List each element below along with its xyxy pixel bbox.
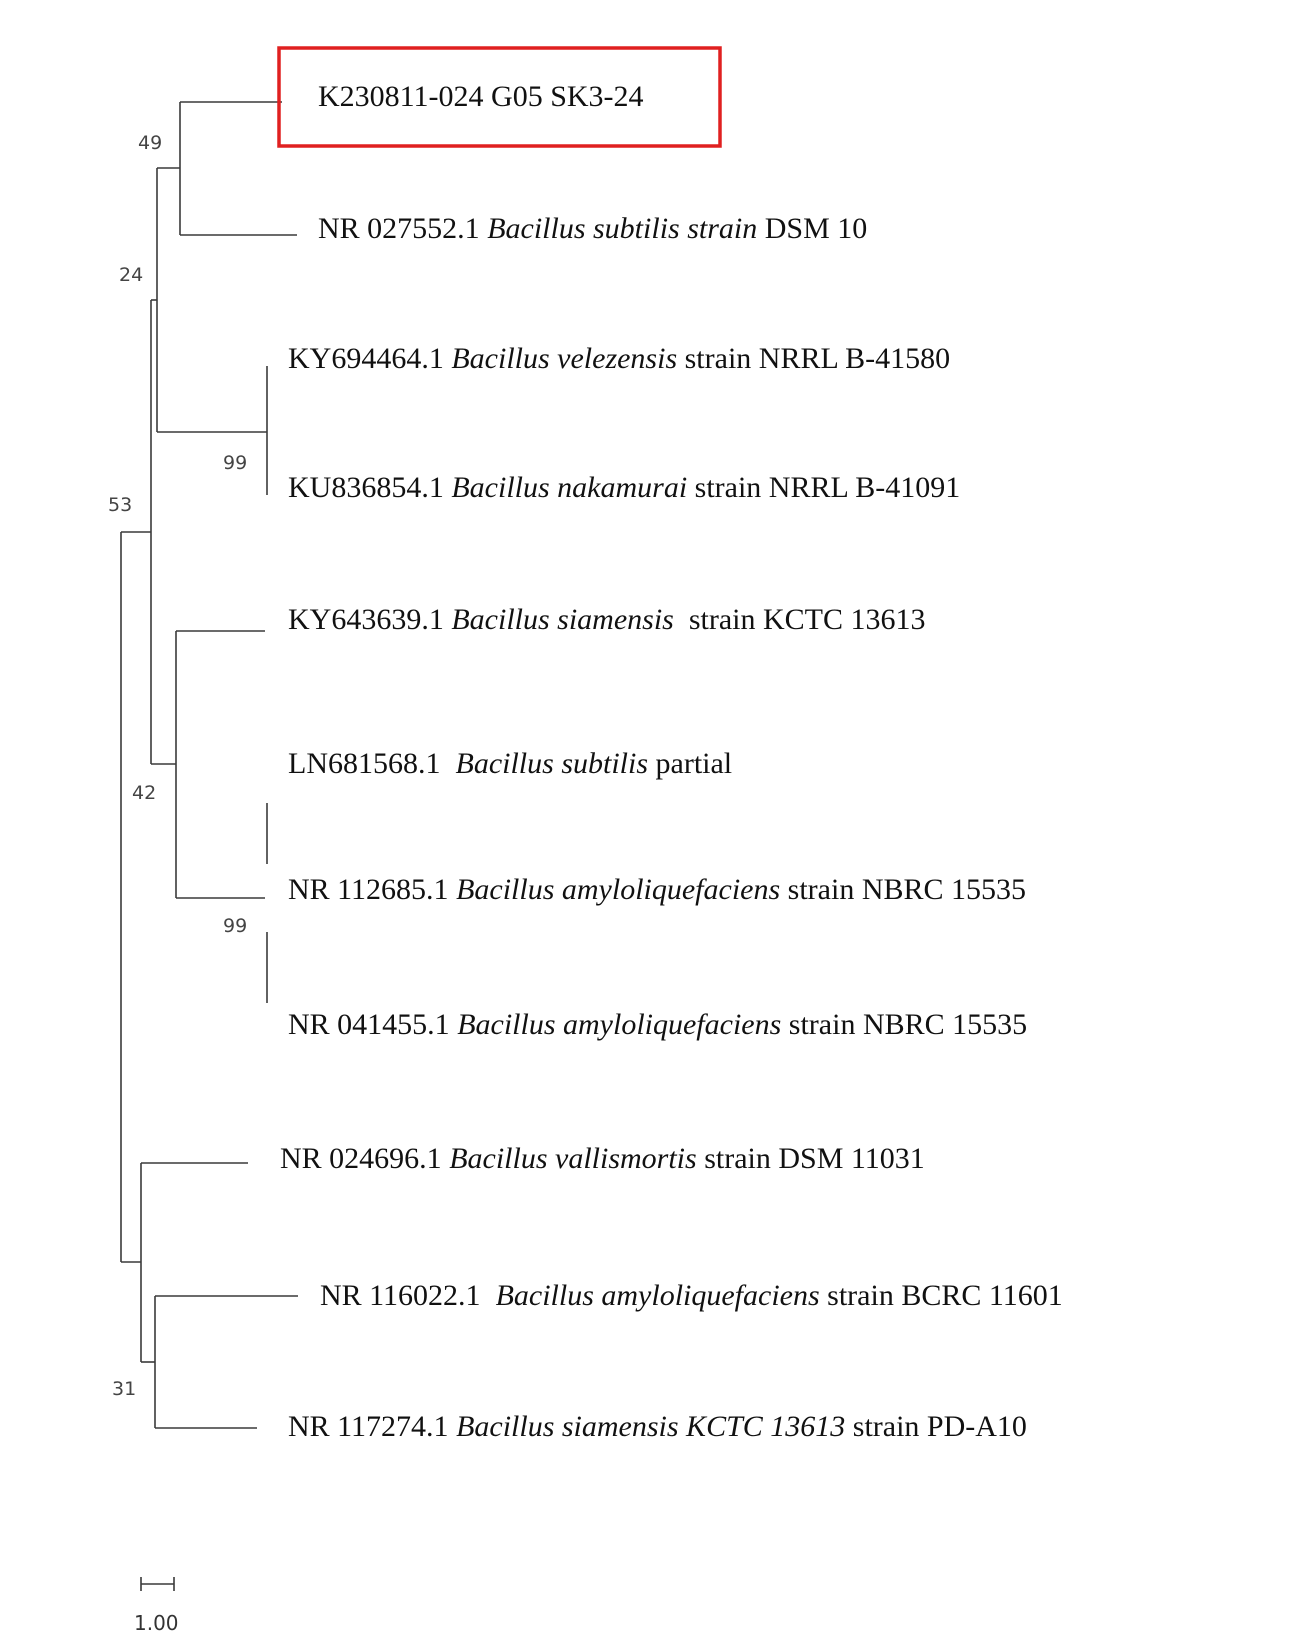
accession-text: strain NBRC 15535 — [780, 873, 1027, 906]
species-name: Bacillus amyloliquefaciens — [457, 1008, 782, 1041]
accession-text: DSM 10 — [757, 212, 868, 245]
accession-text: LN681568.1 — [288, 747, 456, 780]
accession-text: strain NRRL B-41580 — [677, 342, 951, 375]
scale-bar-label: 1.00 — [134, 1611, 179, 1634]
accession-text: NR 024696.1 — [280, 1142, 450, 1175]
bootstrap-values — [108, 132, 247, 1400]
accession-text: NR 117274.1 — [288, 1410, 457, 1443]
accession-text: strain PD-A10 — [845, 1410, 1027, 1443]
taxon-label — [288, 471, 960, 504]
accession-text: partial — [648, 747, 733, 780]
accession-text: KY694464.1 — [288, 342, 452, 375]
species-name: Bacillus amyloliquefaciens — [456, 873, 781, 906]
accession-text: KY643639.1 — [288, 603, 452, 636]
species-name: Bacillus siamensis KCTC 13613 — [456, 1410, 846, 1443]
species-name: Bacillus amyloliquefaciens — [495, 1279, 820, 1312]
scale-bar-line — [141, 1577, 174, 1591]
taxon-label — [288, 873, 1026, 906]
bootstrap-value: 53 — [108, 494, 133, 516]
bootstrap-value: 31 — [112, 1378, 137, 1400]
accession-text: NR 041455.1 — [288, 1008, 458, 1041]
accession-text: NR 116022.1 — [320, 1279, 496, 1312]
bootstrap-value: 42 — [132, 782, 157, 804]
taxon-label — [288, 342, 950, 375]
taxon-label — [288, 1410, 1027, 1443]
tree-branches — [121, 102, 298, 1428]
accession-text: strain BCRC 11601 — [819, 1279, 1063, 1312]
taxon-labels — [280, 80, 1063, 1443]
accession-text: strain KCTC 13613 — [673, 603, 926, 636]
taxon-label — [288, 747, 732, 780]
taxon-label — [288, 603, 926, 636]
accession-text: K230811-024 G05 SK3-24 — [318, 80, 644, 113]
bootstrap-value: 99 — [223, 452, 248, 474]
taxon-label — [280, 1142, 925, 1175]
taxon-label — [320, 1279, 1063, 1312]
taxon-label — [318, 80, 644, 113]
accession-text: strain NBRC 15535 — [781, 1008, 1028, 1041]
accession-text: KU836854.1 — [288, 471, 452, 504]
species-name: Bacillus siamensis — [451, 603, 674, 636]
accession-text: strain DSM 11031 — [696, 1142, 925, 1175]
species-name: Bacillus vallismortis — [449, 1142, 697, 1175]
species-name: Bacillus velezensis — [451, 342, 678, 375]
scale-bar — [134, 1577, 179, 1634]
taxon-label — [288, 1008, 1027, 1041]
bootstrap-value: 49 — [138, 132, 163, 154]
taxon-label — [318, 212, 867, 245]
accession-text: NR 112685.1 — [288, 873, 457, 906]
species-name: Bacillus nakamurai — [451, 471, 688, 504]
species-name: Bacillus subtilis strain — [487, 212, 758, 245]
bootstrap-value: 99 — [223, 915, 248, 937]
bootstrap-value: 24 — [119, 264, 144, 286]
accession-text: strain NRRL B-41091 — [687, 471, 961, 504]
accession-text: NR 027552.1 — [318, 212, 488, 245]
species-name: Bacillus subtilis — [455, 747, 649, 780]
